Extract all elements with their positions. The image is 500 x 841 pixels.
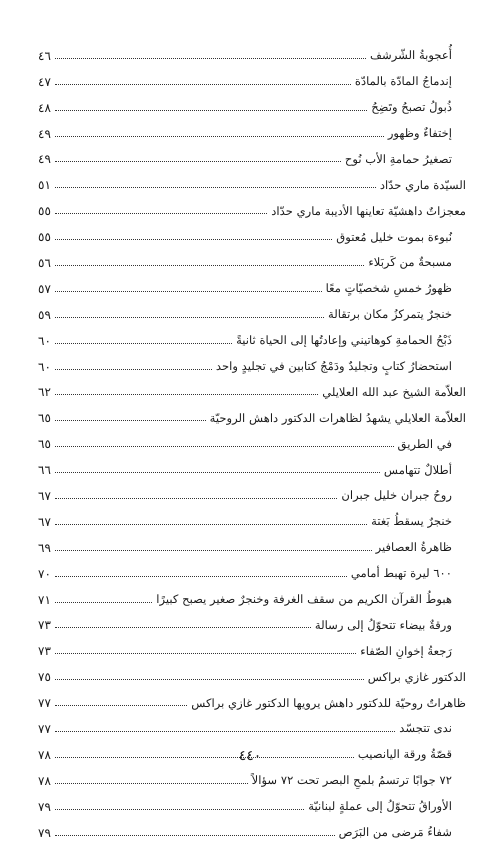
- toc-entry-title: ظهورُ خمسِ شخصيّاتٍ معًا: [325, 281, 452, 296]
- toc-entry-page: ٧١: [38, 592, 51, 607]
- dot-leader: [55, 58, 366, 59]
- toc-entry-title: خنجرٌ يتمركزُ مكان برتقالة: [328, 307, 452, 322]
- dot-leader: [55, 420, 206, 421]
- toc-entry-page: ٧٩: [38, 825, 51, 840]
- toc-entry: [38, 452, 466, 478]
- dot-leader: [55, 472, 380, 473]
- toc-entry-title: أُعجوبةُ الشّرشف: [370, 48, 452, 63]
- dot-leader: [55, 161, 341, 162]
- dot-leader: [55, 835, 335, 836]
- toc-entry-title: هبوطُ القرآن الكريم من سقف الغرفة وخنجرٌ صغير يصبح كبيرًا: [156, 592, 452, 606]
- toc-entry: [38, 504, 466, 530]
- toc-entry: [38, 685, 466, 711]
- toc-entry-page: ٧٠: [38, 566, 51, 581]
- toc-entry: [38, 297, 466, 323]
- toc-entry-title: الدكتور غازي براكس: [367, 669, 466, 684]
- toc-entry-page: ٤٨: [38, 100, 51, 115]
- toc-entry-title: في الطريق: [397, 436, 452, 451]
- dot-leader: [55, 369, 212, 370]
- toc-entry: [38, 323, 466, 349]
- toc-entry-page: ٦٧: [38, 489, 51, 504]
- dot-leader: [55, 136, 384, 137]
- toc-entry-title: معجزاتٌ داهشيّة تعاينها الأديبة ماري حدّاد: [271, 203, 466, 218]
- toc-entry-title: تصغيرُ حمامةِ الأب نُوح: [344, 151, 452, 166]
- toc-entry-title: أطلالٌ تتهامس: [383, 462, 452, 477]
- toc-entry-title: إندماجُ المادّة بالمادّة: [354, 74, 452, 89]
- dot-leader: [55, 602, 152, 603]
- toc-entry: [38, 633, 466, 659]
- toc-entry-page: ٥٦: [38, 256, 51, 271]
- dot-leader: [55, 550, 372, 551]
- toc-entry-title: رَجعةُ إخوانِ الصّفاء: [360, 643, 452, 658]
- dot-leader: [55, 679, 364, 680]
- toc-entry: [38, 349, 466, 375]
- toc-entry-title: إختفاءٌ وظهور: [387, 125, 452, 140]
- toc-entry-page: ٥٩: [38, 307, 51, 322]
- toc-entry-title: ندى تتجسّد: [399, 721, 452, 736]
- toc-entry: [38, 815, 466, 841]
- toc-entry: [38, 763, 466, 789]
- toc-entry-page: ٥٥: [38, 230, 51, 245]
- toc-entry-title: ورقةٌ بيضاء تتحوّلُ إلى رسالة: [314, 617, 452, 632]
- toc-entry: [38, 116, 466, 142]
- toc-entry: [38, 608, 466, 634]
- dot-leader: [55, 731, 395, 732]
- dot-leader: [55, 187, 376, 188]
- toc-entry-title: شفاءُ مَرضى من البَرَص: [338, 825, 452, 840]
- toc-entry-page: ٧٣: [38, 618, 51, 633]
- toc-entry-page: ٧٨: [38, 773, 51, 788]
- toc-entry-page: ٤٦: [38, 48, 51, 63]
- toc-entry-title: الأوراقُ تتحوّلُ إلى عملةٍ لبنانيّة: [308, 799, 452, 814]
- dot-leader: [55, 343, 232, 344]
- toc-entry: [38, 142, 466, 168]
- dot-leader: [55, 498, 337, 499]
- toc-entry: [38, 582, 466, 608]
- dot-leader: [55, 84, 351, 85]
- toc-entry: [38, 167, 466, 193]
- toc-entry: [38, 711, 466, 737]
- toc-entry-title: ٦٠٠ ليرة تهبط أمامي: [350, 566, 452, 581]
- toc-entry-title: نُبوءة بموت خليل مُعتوق: [336, 229, 452, 244]
- toc-entry-page: ٤٧: [38, 74, 51, 89]
- toc-entry: [38, 245, 466, 271]
- toc-entry-title: خنجرٌ يسقطُ بَغتة: [371, 514, 452, 529]
- dot-leader: [55, 265, 364, 266]
- toc-entry-title: استحضارُ كتابٍ وتجليدٌ ودَمْجُ كتابين في تجليدٍ واحد: [215, 358, 452, 373]
- toc-entry-page: ٥٧: [38, 281, 51, 296]
- toc-entry-page: ٧٧: [38, 696, 51, 711]
- dot-leader: [55, 213, 267, 214]
- dot-leader: [55, 394, 318, 395]
- toc-entry: [38, 659, 466, 685]
- toc-entry: [38, 556, 466, 582]
- dot-leader: [55, 239, 332, 240]
- toc-entry: [38, 400, 466, 426]
- dot-leader: [55, 653, 356, 654]
- dot-leader: [55, 317, 324, 318]
- toc-entry: [38, 478, 466, 504]
- toc-entry: [38, 64, 466, 90]
- dot-leader: [55, 524, 367, 525]
- toc-entry-title: ظاهرةُ العصافير: [375, 540, 452, 555]
- toc-entry-page: ٦٩: [38, 540, 51, 555]
- toc-entry: [38, 219, 466, 245]
- toc-entry-title: ذُبولُ تصبحُ وتَضِحُ: [371, 100, 452, 115]
- toc-entry-page: ٥٥: [38, 204, 51, 219]
- toc-entry-page: ٤٩: [38, 126, 51, 141]
- toc-entry-page: ٧٩: [38, 799, 51, 814]
- toc-entry-title: العلاّمة العلايلي يشهدُ لظاهرات الدكتور داهش الروحيّة: [209, 410, 466, 425]
- toc-entry-title: السيّدة ماري حدّاد: [379, 177, 466, 192]
- toc-entry-title: ٧٢ جوابًا ترتسمُ بلمحِ البصر تحت ٧٢ سؤالاً: [251, 773, 452, 788]
- toc-entry-page: ٦٠: [38, 359, 51, 374]
- toc-entry-page: ٧٣: [38, 644, 51, 659]
- toc-entry-page: ٦٧: [38, 514, 51, 529]
- dot-leader: [55, 783, 248, 784]
- toc-entry: [38, 426, 466, 452]
- dot-leader: [55, 576, 347, 577]
- dot-leader: [55, 627, 311, 628]
- page-number: ٤٤٠: [238, 748, 262, 764]
- toc-entry-page: ٥١: [38, 178, 51, 193]
- toc-entry-title: ذَبْحُ الحمامةِ كوهاتيني وإعادتُها إلى الحياة ثانيةً: [236, 333, 452, 348]
- toc-entry-page: ٦٥: [38, 437, 51, 452]
- toc-entry-page: ٧٧: [38, 722, 51, 737]
- toc-entry: [38, 38, 466, 64]
- toc-entry: [38, 375, 466, 401]
- toc-entry-page: ٦٢: [38, 385, 51, 400]
- toc-entry-page: ٦٦: [38, 463, 51, 478]
- toc-entry-page: ٤٩: [38, 152, 51, 167]
- toc-entry-title: روحُ جبران خليل جبران: [341, 488, 452, 503]
- toc-entry-page: ٧٨: [38, 747, 51, 762]
- dot-leader: [55, 446, 394, 447]
- toc-entry: [38, 193, 466, 219]
- table-of-contents: [38, 38, 466, 841]
- dot-leader: [55, 110, 367, 111]
- dot-leader: [55, 291, 322, 292]
- dot-leader: [55, 705, 187, 706]
- toc-entry-page: ٧٥: [38, 670, 51, 685]
- toc-entry: [38, 530, 466, 556]
- toc-entry-page: ٦٠: [38, 333, 51, 348]
- toc-entry-title: قصّةُ ورقة اليانصيب: [357, 747, 452, 762]
- toc-entry-title: ظاهراتٌ روحيّة للدكتور داهش يرويها الدكتور غازي براكس: [191, 695, 466, 710]
- toc-entry-title: العلاّمة الشيخ عبد الله العلايلي: [322, 384, 466, 399]
- dot-leader: [55, 809, 304, 810]
- toc-entry-page: ٦٥: [38, 411, 51, 426]
- toc-entry: [38, 90, 466, 116]
- toc-entry: [38, 271, 466, 297]
- toc-entry-title: مسبحةٌ من كَربَلاء: [368, 255, 452, 270]
